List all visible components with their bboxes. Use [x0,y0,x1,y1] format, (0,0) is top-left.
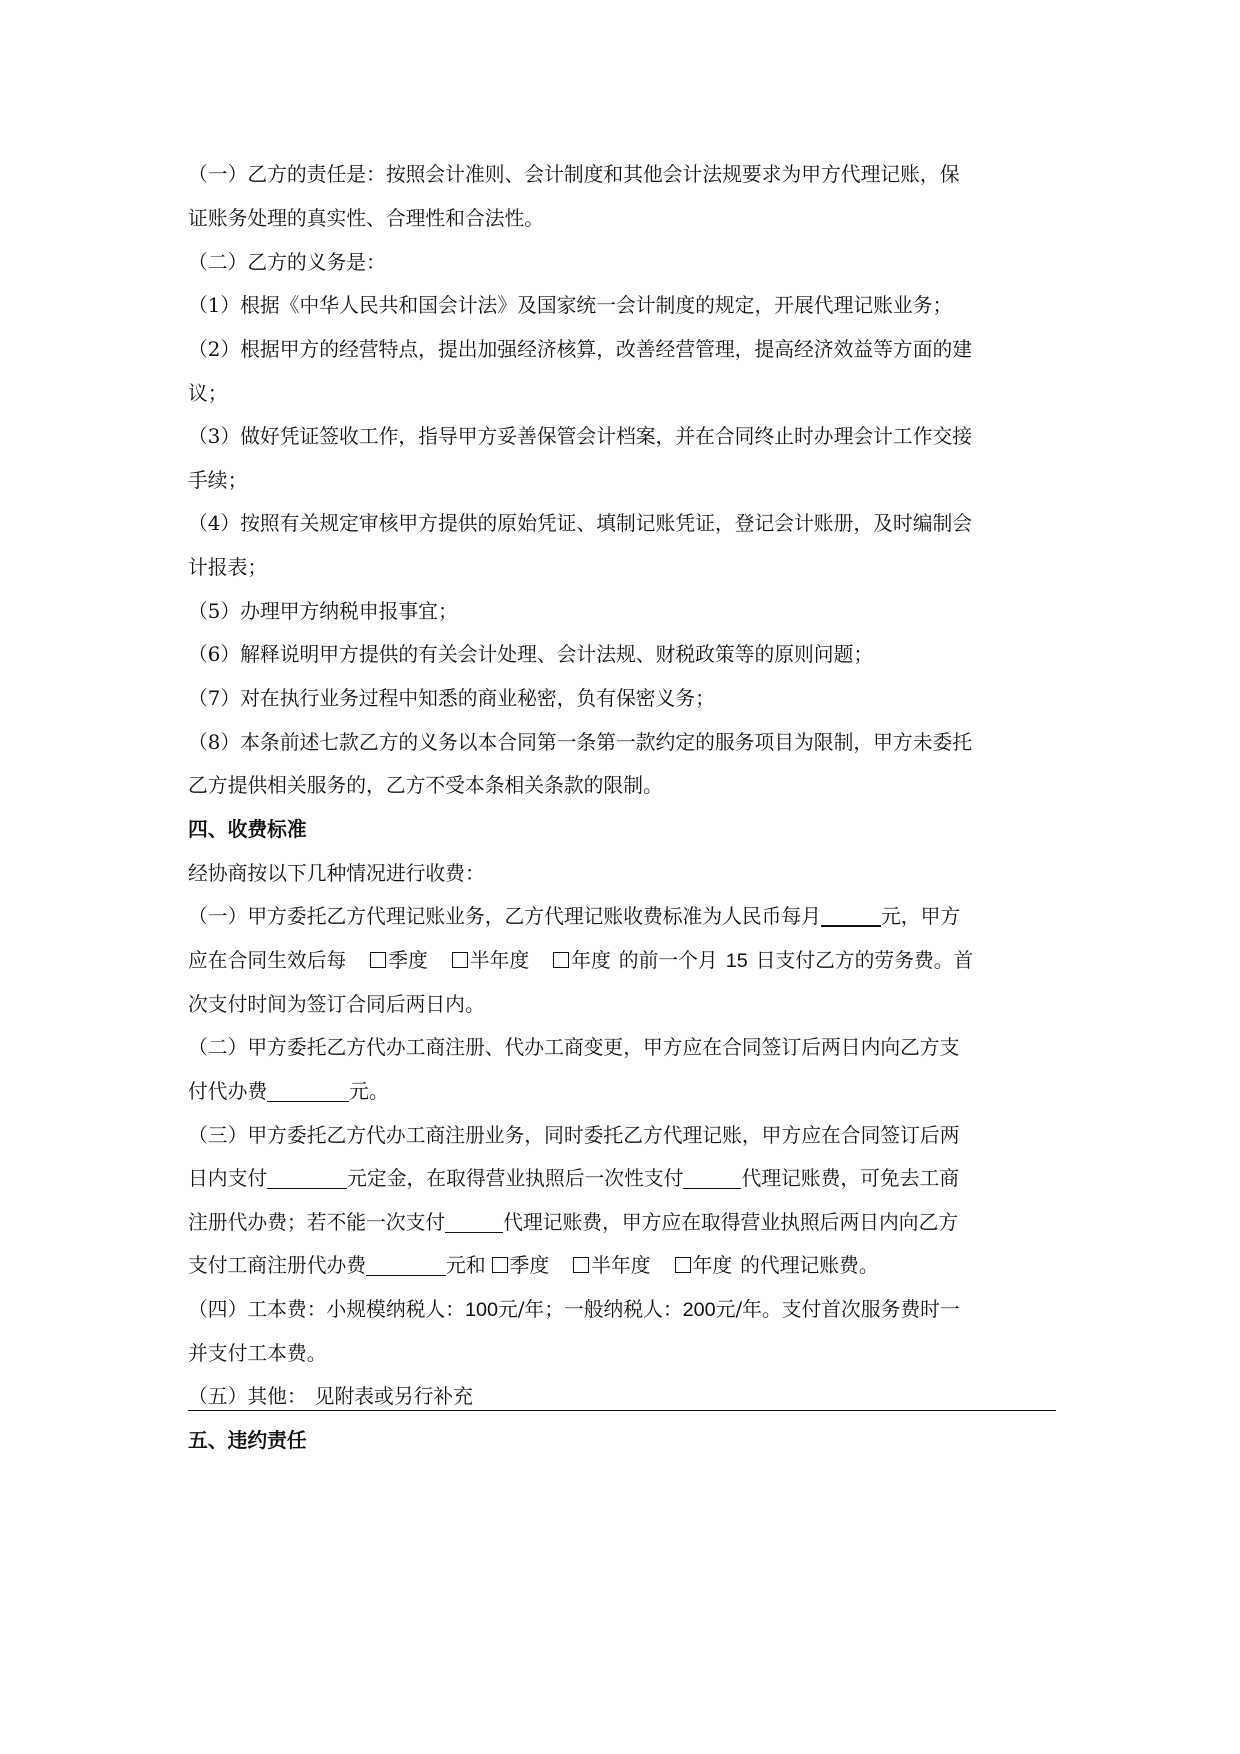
text-span: （一）甲方委托乙方代理记账业务，乙方代理记账收费标准为人民币每月 [188,905,822,928]
option-label: 半年度 [591,1254,651,1277]
option-label: 年度 [692,1254,733,1277]
text-span: 支付工商注册代办费 [188,1254,367,1277]
text-span: 元/年。支付首次服务费时一 [715,1298,960,1321]
text-line: 证账务处理的真实性、合理性和合法性。 [188,207,545,230]
text-span: 日支付乙方的劳务费。首 [755,949,974,972]
text-span: 付代办费 [188,1080,268,1103]
fee-clause-1-line-2 [188,946,973,976]
text-line: （1）根据《中华人民共和国会计法》及国家统一会计制度的规定，开展代理记账业务； [188,294,953,317]
text-line: （5）办理甲方纳税申报事宜； [188,600,458,623]
text-line: 手续； [188,469,248,492]
other-fees-underline [188,1410,1056,1411]
text-line: （6）解释说明甲方提供的有关会计处理、会计法规、财税政策等的原则问题； [188,643,874,666]
text-line: 并支付工本费。 [188,1342,327,1365]
day-number: 15 [725,950,748,972]
text-line: （二）乙方的义务是： [188,251,386,274]
text-line: 经协商按以下几种情况进行收费： [188,862,485,885]
section-heading-fees: 四、收费标准 [188,818,307,841]
general-taxpayer-fee: 200 [682,1299,716,1321]
option-label: 季度 [388,949,428,972]
text-span: 元，甲方 [881,905,961,928]
text-line: 乙方提供相关服务的，乙方不受本条相关条款的限制。 [188,774,663,797]
text-line: （4）按照有关规定审核甲方提供的原始凭证、填制记账凭证，登记会计账册，及时编制会 [188,512,973,535]
checkbox-quarter[interactable] [370,952,386,968]
text-line: 计报表； [188,556,268,579]
text-span: 元。 [349,1080,389,1103]
text-line: （3）做好凭证签收工作，指导甲方妥善保管会计档案，并在合同终止时办理会计工作交接 [188,425,973,448]
registration-fee-blank[interactable] [366,1253,446,1276]
fee-clause-3-line-4 [188,1251,879,1281]
text-line: （2）根据甲方的经营特点，提出加强经济核算，改善经营管理，提高经济效益等方面的建 [188,338,973,361]
text-line: （8）本条前述七款乙方的义务以本合同第一条第一款约定的服务项目为限制，甲方未委托 [188,731,973,754]
text-span: 的代理记账费。 [740,1254,879,1277]
text-span: （四）工本费：小规模纳税人： [188,1298,465,1321]
text-line: 议； [188,382,228,405]
deposit-blank[interactable] [267,1166,347,1189]
text-span: 元和 [446,1254,486,1277]
text-span: 元/年；一般纳税人： [497,1298,683,1321]
agency-fee-blank[interactable] [267,1079,349,1102]
bookkeeping-fee-blank[interactable] [683,1166,741,1189]
text-span: 元定金，在取得营业执照后一次性支付 [347,1167,684,1190]
text-line: 次支付时间为签订合同后两日内。 [188,993,485,1016]
checkbox-year-2[interactable] [675,1257,691,1273]
fee-clause-3-line-2 [188,1164,959,1194]
text-line: （一）乙方的责任是：按照会计准则、会计制度和其他会计法规要求为甲方代理记账，保 [188,163,960,186]
text-span: 的前一个月 [618,949,718,972]
text-span: 注册代办费；若不能一次支付 [188,1211,446,1234]
text-span: 日内支付 [188,1167,268,1190]
text-span: 代理记账费，可免去工商 [741,1167,960,1190]
monthly-fee-blank[interactable] [821,903,881,927]
text-line: （7）对在执行业务过程中知悉的商业秘密，负有保密义务； [188,687,715,710]
fee-clause-3-line-3 [188,1208,958,1238]
text-line: （三）甲方委托乙方代办工商注册业务，同时委托乙方代理记账，甲方应在合同签订后两 [188,1124,960,1147]
option-label: 半年度 [469,949,530,972]
checkbox-quarter-2[interactable] [492,1257,508,1273]
text-line: （二）甲方委托乙方代办工商注册、代办工商变更，甲方应在合同签订后两日内向乙方支 [188,1036,960,1059]
section-heading-liability: 五、违约责任 [188,1429,307,1452]
other-fees-value: 见附表或另行补充 [314,1385,473,1408]
text-span: 应在合同生效后每 [188,949,347,972]
text-span: 代理记账费，甲方应在取得营业执照后两日内向乙方 [503,1211,959,1234]
checkbox-year[interactable] [553,952,569,968]
option-label: 季度 [509,1254,550,1277]
bookkeeping-fee-blank-2[interactable] [445,1210,503,1233]
checkbox-half-year-2[interactable] [573,1257,589,1273]
option-label: 年度 [571,949,611,972]
fee-clause-4-line-1 [188,1295,960,1325]
fee-clause-5-line [188,1382,473,1412]
fee-clause-2-line-2 [188,1077,389,1107]
checkbox-half-year[interactable] [452,952,468,968]
text-span: （五）其他： [188,1385,307,1408]
small-taxpayer-fee: 100 [464,1299,498,1321]
fee-clause-1-line-1 [188,902,960,932]
